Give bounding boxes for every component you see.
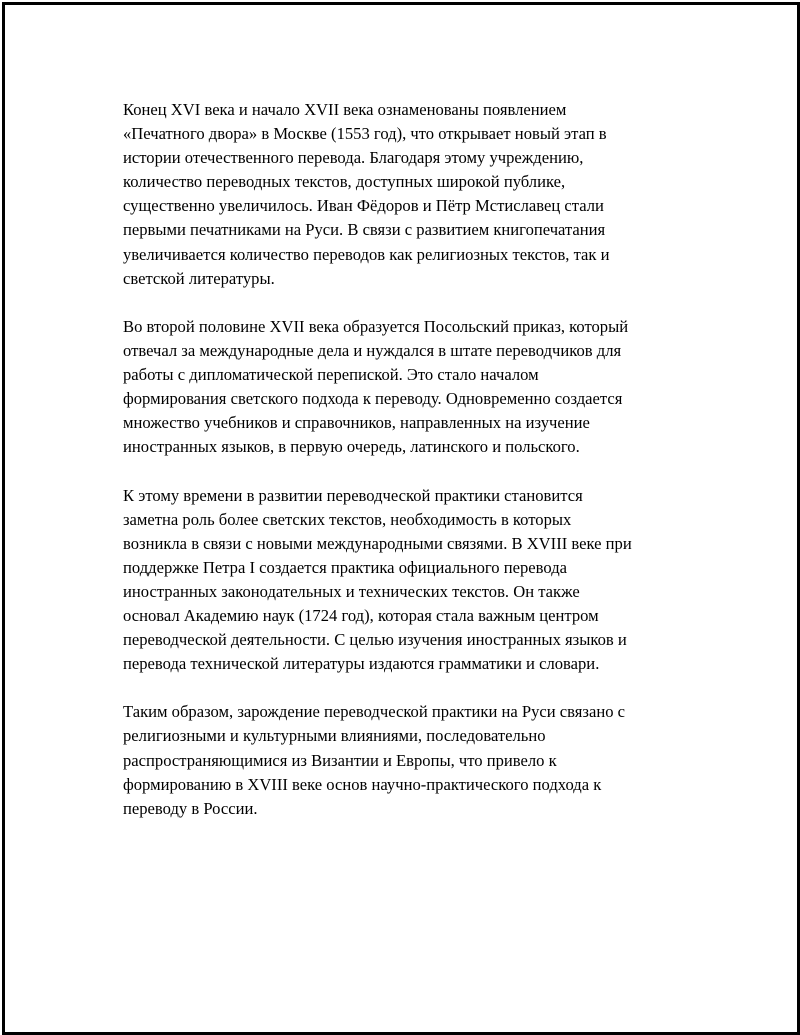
text-line: основал Академию наук (1724 год), которая стала важным центром — [123, 605, 599, 625]
text-line: множество учебников и справочников, направленных на изучение — [123, 413, 590, 433]
text-line: иностранных языков, в первую очередь, латинского и польского. — [123, 437, 580, 457]
text-line: Таким образом, зарождение переводческой практики на Руси связано с — [123, 702, 626, 722]
paragraph-peter-the-great — [123, 484, 693, 677]
text-line: религиозными и культурными влияниями, последовательно — [123, 726, 546, 746]
text-line: заметна роль более светских текстов, необходимость в которых — [123, 509, 572, 529]
text-line: отвечал за международные дела и нуждался в штате переводчиков для — [123, 340, 622, 360]
text-line: иностранных законодательных и технических текстов. Он также — [123, 581, 580, 601]
paragraph-printing-house — [123, 98, 693, 291]
paragraph-conclusion — [123, 700, 693, 820]
text-line: Конец XVI века и начало XVII века ознаменованы появлением — [123, 100, 567, 119]
text-line: формирования светского подхода к переводу. Одновременно создается — [123, 389, 623, 409]
text-line: распространяющимися из Византии и Европы, что привело к — [123, 750, 557, 770]
text-line: К этому времени в развитии переводческой практики становится — [123, 485, 583, 505]
text-line: переводческой деятельности. С целью изучения иностранных языков и — [123, 630, 627, 650]
text-line: формированию в XVIII веке основ научно-практического подхода к — [123, 774, 602, 794]
page-frame — [2, 2, 800, 1035]
text-line: поддержке Петра I создается практика официального перевода — [123, 557, 568, 577]
text-line: первыми печатниками на Руси. В связи с развитием книгопечатания — [123, 220, 606, 240]
text-line: истории отечественного перевода. Благодаря этому учреждению, — [123, 148, 584, 168]
text-line: перевода технической литературы издаются грамматики и словари. — [123, 654, 600, 674]
paragraph-ambassadorial-office — [123, 315, 693, 460]
text-line: «Печатного двора» в Москве (1553 год), что открывает новый этап в — [123, 124, 607, 144]
text-line: светской литературы. — [123, 268, 275, 288]
text-line: существенно увеличилось. Иван Фёдоров и Пётр Мстиславец стали — [123, 196, 604, 216]
text-line: количество переводных текстов, доступных широкой публике, — [123, 172, 566, 192]
text-line: переводу в России. — [123, 798, 258, 818]
page-body — [123, 98, 693, 845]
text-line: увеличивается количество переводов как религиозных текстов, так и — [123, 244, 610, 264]
text-line: Во второй половине XVII века образуется Посольский приказ, который — [123, 316, 629, 336]
text-line: работы с дипломатической перепиской. Это стало началом — [123, 365, 539, 385]
text-line: возникла в связи с новыми международными связями. В XVIII веке при — [123, 533, 632, 553]
